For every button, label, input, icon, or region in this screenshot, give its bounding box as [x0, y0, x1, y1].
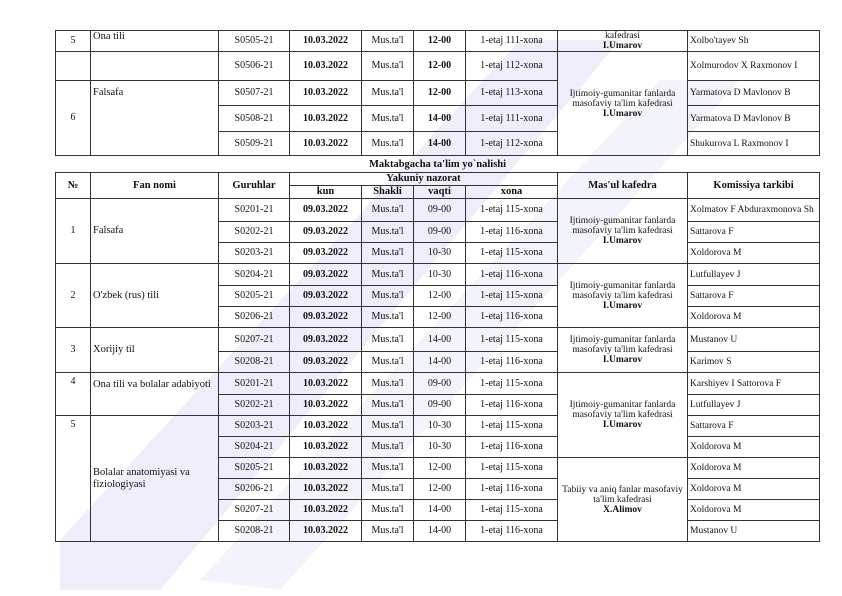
exam-time: 12-00 [414, 479, 466, 500]
row-number: 6 [56, 81, 91, 156]
preschool-schedule-table [55, 158, 820, 542]
exam-time: 14-00 [414, 521, 466, 542]
table-row [56, 199, 820, 222]
subject-name: Bolalar anatomiyasi va fiziologiyasi [91, 416, 219, 542]
header-form: Shakli [362, 186, 414, 199]
table-row [56, 373, 820, 395]
header-room: xona [466, 186, 558, 199]
department-name: Ijtimoiy-gumanitar fanlarda masofaviy ta'lim kafedrasi [569, 335, 676, 355]
responsible-department [558, 328, 688, 373]
department-name: Tabiiy va aniq fanlar masofaviy ta'lim kafedrasi [562, 484, 683, 505]
table-row [56, 52, 820, 81]
group-code: S0203-21 [219, 416, 290, 437]
commission-members: Xoldorova M [688, 437, 820, 458]
exam-date: 10.03.2022 [290, 132, 362, 156]
table-body [56, 199, 820, 542]
commission-members: Yarmatova D Mavlonov B [688, 106, 820, 132]
exam-date: 10.03.2022 [290, 416, 362, 437]
exam-form: Mus.ta'l [362, 222, 414, 243]
exam-time: 12-00 [414, 81, 466, 106]
exam-date: 10.03.2022 [290, 106, 362, 132]
commission-members: Xoldorova M [688, 500, 820, 521]
exam-form: Mus.ta'l [362, 132, 414, 156]
exam-form: Mus.ta'l [362, 500, 414, 521]
commission-members: Shukurova L Raxmonov I [688, 132, 820, 156]
commission-members: Sattarova F [688, 416, 820, 437]
group-code: S0206-21 [219, 307, 290, 328]
exam-form: Mus.ta'l [362, 521, 414, 542]
exam-time: 14-00 [414, 132, 466, 156]
commission-members: Mustanov U [688, 328, 820, 352]
commission-members: Xolmurodov X Raxmonov I [688, 52, 820, 81]
exam-room: 1-etaj 115-xona [466, 500, 558, 521]
commission-members: Xoldorova M [688, 458, 820, 479]
exam-time: 09-00 [414, 199, 466, 222]
exam-room: 1-etaj 115-xona [466, 328, 558, 352]
department-name: Ijtimoiy-gumanitar fanlarda masofaviy ta'lim kafedrasi [569, 88, 676, 109]
exam-date: 10.03.2022 [290, 52, 362, 81]
commission-members: Karimov S [688, 352, 820, 373]
exam-date: 10.03.2022 [290, 81, 362, 106]
exam-date: 10.03.2022 [290, 479, 362, 500]
commission-members: Xolmatov F Abduraxmonova Sh [688, 199, 820, 222]
subject-name: Xorijiy til [91, 328, 219, 373]
exam-date: 10.03.2022 [290, 500, 362, 521]
exam-form: Mus.ta'l [362, 479, 414, 500]
section-title: Maktabgacha ta'lim yo`nalishi [368, 159, 507, 170]
exam-form: Mus.ta'l [362, 243, 414, 264]
group-code: S0506-21 [219, 52, 290, 81]
group-code: S0208-21 [219, 521, 290, 542]
row-number: 4 [56, 373, 91, 416]
commission-members: Lutfullayev J [688, 264, 820, 286]
exam-date: 09.03.2022 [290, 222, 362, 243]
exam-room: 1-etaj 115-xona [466, 416, 558, 437]
commission-members: Xoldorova M [688, 307, 820, 328]
group-code: S0207-21 [219, 500, 290, 521]
table-row [56, 31, 820, 52]
exam-time: 12-00 [414, 307, 466, 328]
department-name: Ijtimoiy-gumanitar fanlarda masofaviy ta'lim kafedrasi [569, 400, 676, 420]
table-row [56, 264, 820, 286]
responsible-department [558, 458, 688, 542]
exam-time: 12-00 [414, 458, 466, 479]
group-code: S0202-21 [219, 395, 290, 416]
exam-room: 1-etaj 115-xona [466, 458, 558, 479]
exam-date: 10.03.2022 [290, 437, 362, 458]
commission-members: Sattarova F [688, 286, 820, 307]
exam-form: Mus.ta'l [362, 395, 414, 416]
department-name: Ijtimoiy-gumanitar fanlarda masofaviy ta'lim kafedrasi [569, 216, 676, 236]
exam-date: 09.03.2022 [290, 307, 362, 328]
exam-time: 12-00 [414, 31, 466, 52]
department-head: I.Umarov [602, 41, 643, 51]
exam-date: 10.03.2022 [290, 395, 362, 416]
exam-date: 09.03.2022 [290, 243, 362, 264]
header-commission: Komissiya tarkibi [688, 173, 820, 199]
group-code: S0508-21 [219, 106, 290, 132]
exam-room: 1-etaj 116-xona [466, 437, 558, 458]
row-number: 2 [56, 264, 91, 328]
exam-room: 1-etaj 115-xona [466, 199, 558, 222]
row-number: 5 [56, 416, 91, 542]
responsible-department [558, 199, 688, 264]
table-row [56, 328, 820, 352]
exam-room: 1-etaj 111-xona [466, 31, 558, 52]
group-code: S0201-21 [219, 373, 290, 395]
group-code: S0202-21 [219, 222, 290, 243]
group-code: S0205-21 [219, 458, 290, 479]
header-final-control: Yakuniy nazorat [290, 173, 558, 186]
exam-room: 1-etaj 115-xona [466, 286, 558, 307]
group-code: S0505-21 [219, 31, 290, 52]
exam-time: 12-00 [414, 52, 466, 81]
exam-form: Mus.ta'l [362, 437, 414, 458]
exam-form: Mus.ta'l [362, 81, 414, 106]
exam-time: 14-00 [414, 106, 466, 132]
exam-time: 14-00 [414, 352, 466, 373]
subject-name: Falsafa [91, 199, 219, 264]
exam-date: 09.03.2022 [290, 286, 362, 307]
exam-form: Mus.ta'l [362, 264, 414, 286]
group-code: S0208-21 [219, 352, 290, 373]
responsible-department [558, 264, 688, 328]
exam-form: Mus.ta'l [362, 328, 414, 352]
exam-room: 1-etaj 111-xona [466, 106, 558, 132]
exam-room: 1-etaj 116-xona [466, 264, 558, 286]
header-department: Mas'ul kafedra [558, 173, 688, 199]
exam-date: 10.03.2022 [290, 458, 362, 479]
exam-room: 1-etaj 112-xona [466, 132, 558, 156]
group-code: S0206-21 [219, 479, 290, 500]
exam-room: 1-etaj 116-xona [466, 307, 558, 328]
department-head: I.Umarov [602, 355, 643, 365]
exam-room: 1-etaj 116-xona [466, 222, 558, 243]
commission-members: Mustanov U [688, 521, 820, 542]
header-time: vaqti [414, 186, 466, 199]
header-subject: Fan nomi [91, 173, 219, 199]
exam-date: 09.03.2022 [290, 352, 362, 373]
group-code: S0204-21 [219, 264, 290, 286]
commission-members: Xolbo'tayev Sh [688, 31, 820, 52]
subject-name: Ona tili [91, 31, 219, 52]
subject-name: Ona tili va bolalar adabiyoti [91, 373, 219, 416]
exam-room: 1-etaj 112-xona [466, 52, 558, 81]
department-name: Ijtimoiy-gumanitar fanlarda masofaviy ta'lim kafedrasi [569, 280, 676, 301]
exam-room: 1-etaj 116-xona [466, 395, 558, 416]
exam-form: Mus.ta'l [362, 458, 414, 479]
commission-members: Xoldorova M [688, 243, 820, 264]
department-name: kafedrasi [605, 31, 640, 41]
exam-time: 10-30 [414, 437, 466, 458]
exam-form: Mus.ta'l [362, 199, 414, 222]
exam-room: 1-etaj 115-xona [466, 373, 558, 395]
exam-date: 10.03.2022 [290, 31, 362, 52]
subject-name: Falsafa [91, 81, 219, 156]
exam-form: Mus.ta'l [362, 416, 414, 437]
department-head: X.Alimov [603, 504, 642, 515]
exam-form: Mus.ta'l [362, 106, 414, 132]
exam-form: Mus.ta'l [362, 352, 414, 373]
group-code: S0201-21 [219, 199, 290, 222]
exam-date: 09.03.2022 [290, 264, 362, 286]
commission-members: Lutfullayev J [688, 395, 820, 416]
group-code: S0203-21 [219, 243, 290, 264]
header-day: kun [290, 186, 362, 199]
exam-time: 10-30 [414, 243, 466, 264]
header-groups: Guruhlar [219, 173, 290, 199]
exam-time: 10-30 [414, 416, 466, 437]
department-head: I.Umarov [602, 420, 643, 430]
exam-room: 1-etaj 116-xona [466, 521, 558, 542]
group-code: S0509-21 [219, 132, 290, 156]
group-code: S0207-21 [219, 328, 290, 352]
exam-room: 1-etaj 115-xona [466, 243, 558, 264]
exam-time: 09-00 [414, 373, 466, 395]
header-number: № [56, 173, 91, 199]
exam-time: 14-00 [414, 500, 466, 521]
commission-members: Yarmatova D Mavlonov B [688, 81, 820, 106]
group-code: S0507-21 [219, 81, 290, 106]
exam-room: 1-etaj 113-xona [466, 81, 558, 106]
responsible-department [558, 373, 688, 458]
exam-time: 12-00 [414, 286, 466, 307]
table-row [56, 81, 820, 106]
exam-room: 1-etaj 116-xona [466, 352, 558, 373]
responsible-department [558, 52, 688, 156]
commission-members: Sattarova F [688, 222, 820, 243]
group-code: S0205-21 [219, 286, 290, 307]
department-head: I.Umarov [602, 300, 643, 311]
row-number: 1 [56, 199, 91, 264]
exam-date: 10.03.2022 [290, 521, 362, 542]
exam-time: 09-00 [414, 395, 466, 416]
exam-form: Mus.ta'l [362, 286, 414, 307]
row-number: 5 [56, 31, 91, 52]
commission-members: Xoldorova M [688, 479, 820, 500]
row-number: 3 [56, 328, 91, 373]
exam-time: 10-30 [414, 264, 466, 286]
exam-date: 09.03.2022 [290, 199, 362, 222]
exam-date: 10.03.2022 [290, 373, 362, 395]
exam-date: 09.03.2022 [290, 328, 362, 352]
exam-form: Mus.ta'l [362, 373, 414, 395]
responsible-department [558, 31, 688, 52]
exam-form: Mus.ta'l [362, 31, 414, 52]
department-head: I.Umarov [602, 236, 643, 246]
exam-time: 14-00 [414, 328, 466, 352]
exam-form: Mus.ta'l [362, 52, 414, 81]
exam-form: Mus.ta'l [362, 307, 414, 328]
department-head: I.Umarov [602, 108, 643, 119]
exam-room: 1-etaj 116-xona [466, 479, 558, 500]
subject-name: O'zbek (rus) tili [91, 264, 219, 328]
group-code: S0204-21 [219, 437, 290, 458]
table-row [56, 416, 820, 437]
top-schedule-table [55, 30, 820, 156]
exam-time: 09-00 [414, 222, 466, 243]
commission-members: Karshiyev I Sattorova F [688, 373, 820, 395]
